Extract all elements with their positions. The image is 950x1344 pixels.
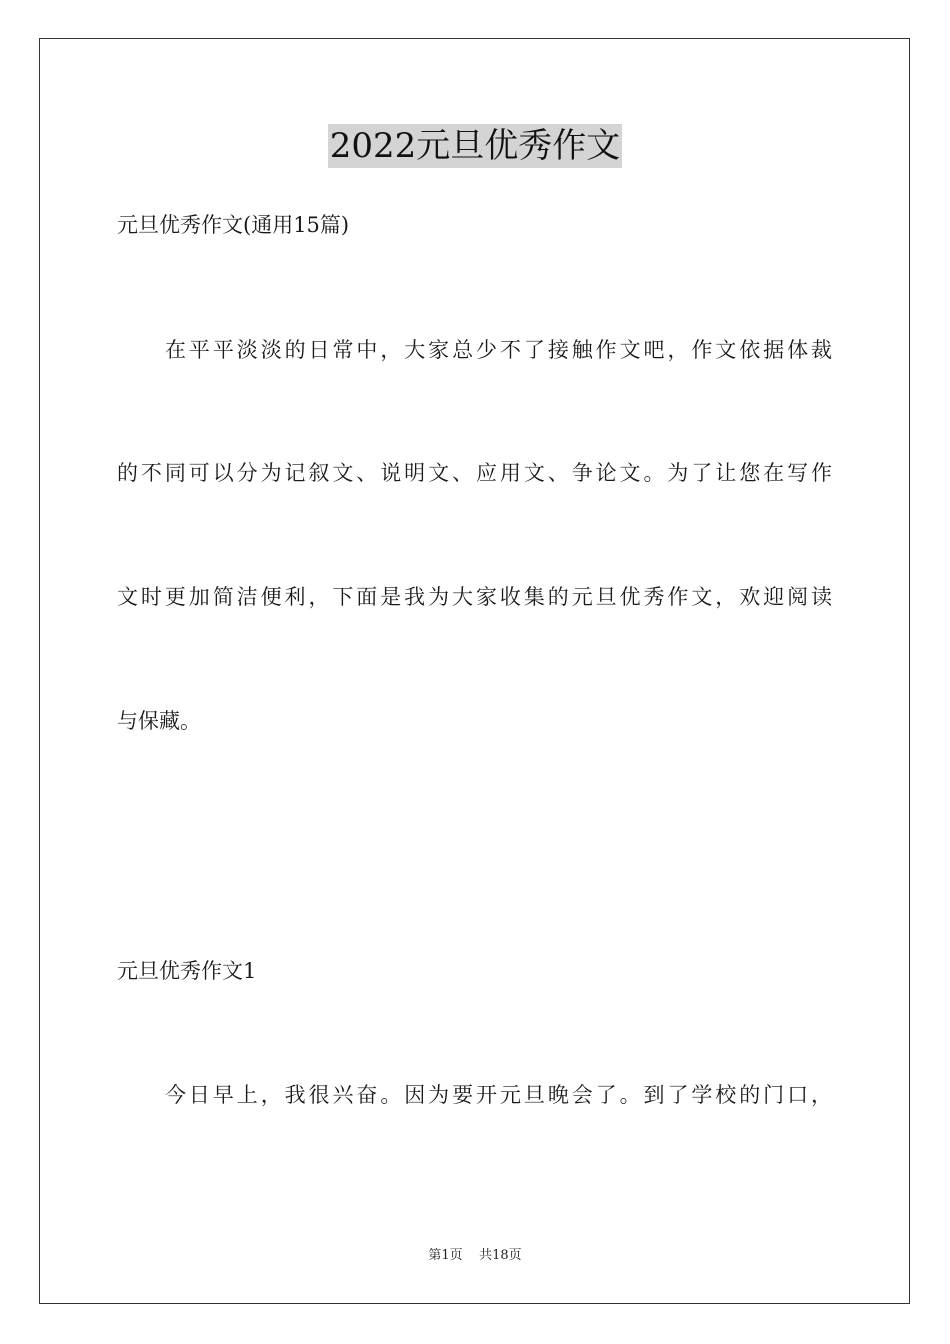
intro-line-2: 的不同可以分为记叙文、说明文、应用文、争论文。为了让您在写作 — [117, 461, 832, 485]
intro-line-1: 在平平淡淡的日常中，大家总少不了接触作文吧，作文依据体裁 — [165, 338, 832, 362]
intro-line-3: 文时更加简洁便利，下面是我为大家收集的元旦优秀作文，欢迎阅读 — [117, 585, 832, 609]
title-container — [0, 124, 950, 168]
intro-line-4: 与保藏。 — [117, 709, 201, 733]
section-heading: 元旦优秀作文1 — [117, 959, 257, 983]
section-line-1: 今日早上，我很兴奋。因为要开元旦晚会了。到了学校的门口， — [165, 1083, 832, 1107]
document-subtitle: 元旦优秀作文(通用15篇) — [117, 213, 350, 237]
document-title: 2022元旦优秀作文 — [329, 126, 621, 166]
page-footer: 第1页 共18页 — [428, 1248, 522, 1263]
